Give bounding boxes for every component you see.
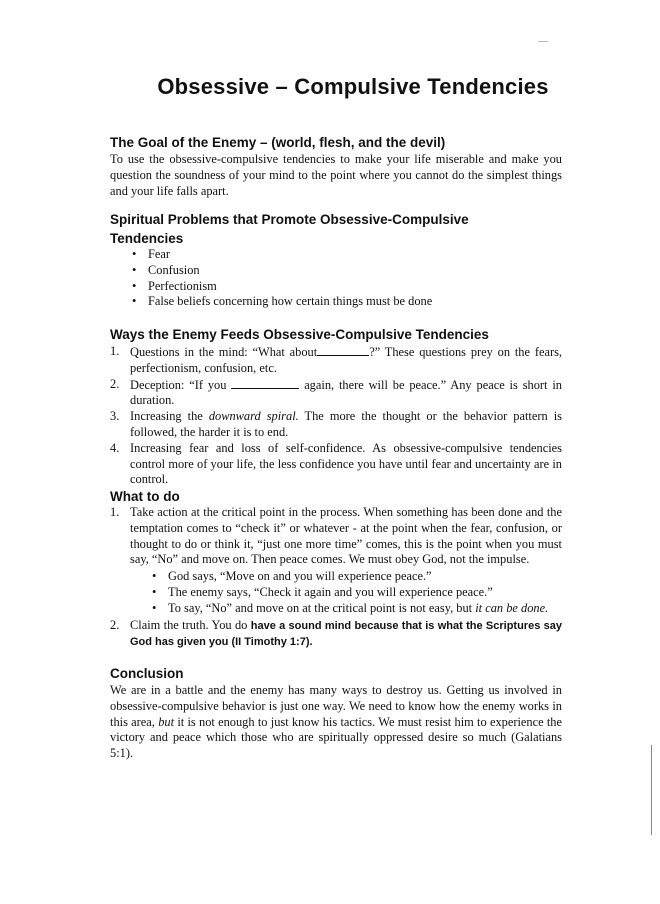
conclusion-heading: Conclusion (110, 666, 184, 681)
spiritual-list (128, 247, 548, 310)
item-number: 2. (110, 376, 120, 391)
sub-list (130, 569, 562, 616)
emphasis-text: it can be done. (475, 600, 549, 615)
list-item: • Perfectionism (128, 279, 548, 295)
item-text: Increasing the (130, 409, 203, 424)
list-item: • Fear (128, 247, 548, 263)
item-text: Questions in the mind: “What about (130, 345, 318, 359)
conclusion-paragraph (110, 683, 562, 762)
list-item (110, 409, 562, 441)
item-number: 2. (110, 617, 120, 632)
item-text: Deception: “If you (130, 377, 227, 392)
item-text: To say, “No” and move on at the critical point is not easy, but (168, 600, 473, 615)
page-title: Obsessive – Compulsive Tendencies (157, 74, 549, 99)
list-item (110, 618, 562, 652)
scan-artifact (651, 745, 652, 835)
what-to-do-list (110, 505, 562, 651)
paragraph-text: it is not enough to just know his tactics. We must resist him to experience the victory and peace which those who are spiritually oppressed desire so much (Galatians 5:1). (110, 714, 563, 761)
sub-list-item: • God says, “Move on and you will experience peace.” (148, 569, 562, 585)
emphasis-text: but (158, 714, 175, 729)
item-number: 1. (110, 505, 120, 519)
list-item (110, 505, 562, 617)
goal-paragraph: To use the obsessive-compulsive tendencies to make your life miserable and make you question the soundness of your mind to the point where you cannot do the simplest things and your life falls apart. (110, 152, 562, 198)
item-text: Claim the truth. You do (130, 617, 248, 632)
sub-list-item (148, 601, 562, 617)
list-item: • Confusion (128, 263, 548, 279)
item-text: Increasing fear and loss of self-confidence. As obsessive-compulsive tendencies control more of your life, the less confidence you have until fear and uncertainty are in control. (130, 440, 562, 487)
goal-heading: The Goal of the Enemy – (world, flesh, and the devil) (110, 135, 446, 150)
paragraph-text: We are in a battle and the enemy has many ways to destroy us. Getting us involved in obsessive-compulsive behavior is just one way. We need to know how the enemy works in this area, (110, 683, 562, 729)
list-item (110, 377, 562, 410)
ways-heading: Ways the Enemy Feeds Obsessive-Compulsive Tendencies (110, 327, 489, 342)
emphasis-text: downward spiral. (208, 409, 299, 424)
item-text: again, there will be peace.” Any peace is short in duration. (130, 377, 562, 408)
spiritual-heading: Spiritual Problems that Promote Obsessive-Compulsive Tendencies (110, 212, 469, 246)
list-item (110, 344, 562, 377)
sub-list-item: • The enemy says, “Check it again and you will experience peace.” (148, 585, 562, 601)
fill-in-blank (231, 377, 299, 389)
scan-artifact (538, 41, 548, 42)
item-text: The more the thought or the behavior pattern is followed, the harder it is to end. (130, 409, 562, 439)
item-text: ?” These questions prey on the fears, perfectionism, confusion, etc. (130, 345, 562, 375)
ways-list (110, 344, 562, 488)
item-text: have a sound mind because that is what the Scriptures say God has given you (II Timothy 1:7). (130, 619, 562, 649)
fill-in-blank (317, 344, 369, 356)
list-item (110, 441, 562, 488)
item-number: 1. (110, 344, 120, 358)
what-to-do-heading: What to do (110, 489, 180, 504)
list-item: • False beliefs concerning how certain things must be done (128, 294, 548, 310)
item-number: 3. (110, 409, 120, 424)
item-text: Take action at the critical point in the process. When something has been done and the temptation comes to “check it” or whatever - at the point when the fear, confusion, or thought to do or think it, “just one more time” comes, this is the point when you must say, “No” and move on. Then peace comes. We must obey God, not the impulse. (130, 505, 562, 567)
item-number: 4. (110, 440, 120, 455)
